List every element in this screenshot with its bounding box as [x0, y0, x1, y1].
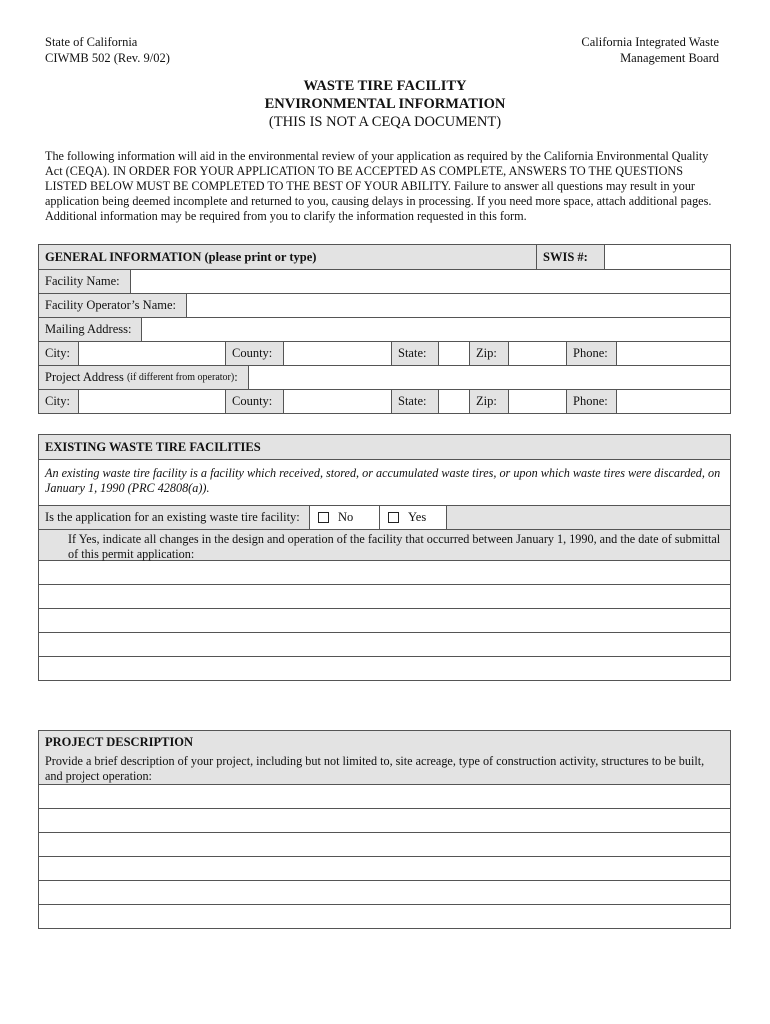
project-phone-label: Phone: — [567, 390, 617, 413]
phone-label: Phone: — [567, 342, 617, 365]
project-header-row — [39, 731, 730, 785]
mailing-address-row — [39, 318, 730, 342]
facility-name-label: Facility Name: — [39, 270, 131, 293]
phone-input[interactable] — [617, 342, 730, 365]
project-zip-label: Zip: — [470, 390, 509, 413]
existing-answer-line-5[interactable] — [39, 657, 730, 680]
existing-question-row — [39, 506, 730, 530]
existing-header-row — [39, 435, 730, 460]
project-description-section — [38, 730, 731, 929]
no-label: No — [338, 510, 354, 524]
facility-name-input[interactable] — [131, 270, 730, 293]
existing-question-label: Is the application for an existing waste tire facility: — [39, 506, 310, 529]
general-heading: GENERAL INFORMATION (please print or type) — [39, 245, 537, 269]
state-input[interactable] — [439, 342, 470, 365]
if-yes-row — [39, 530, 730, 561]
form-title — [0, 77, 770, 131]
agency-name-line1: California Integrated Waste — [581, 35, 719, 49]
project-address-input[interactable] — [249, 366, 730, 389]
no-checkbox[interactable] — [318, 512, 329, 523]
operator-name-label: Facility Operator’s Name: — [39, 294, 187, 317]
general-header-row — [39, 245, 730, 270]
county-input[interactable] — [284, 342, 392, 365]
project-address-row — [39, 366, 730, 390]
project-city-row — [39, 390, 730, 413]
project-answer-line-6[interactable] — [39, 905, 730, 928]
intro-paragraph: The following information will aid in the environmental review of your application as required by the California Environmental Quality Act (CEQA). IN ORDER FOR YOUR APPLICATION TO BE ACCEPTED AS COMPLETE, ANSWERS TO THE QUESTIONS LISTED BELOW MUST BE COMPLETED TO THE BEST OF YOUR ABILITY. Failure to answer all questions may result in your application being deemed incomplete and returned to you, causing delays in processing. If you need more space, attach additional pages. Additional information may be required from you to clarify the information requested in this form. — [45, 149, 712, 223]
project-zip-input[interactable] — [509, 390, 567, 413]
swis-input[interactable] — [605, 245, 730, 269]
yes-label: Yes — [408, 510, 427, 524]
project-address-colon: : — [234, 370, 238, 384]
title-line1: WASTE TIRE FACILITY — [303, 78, 467, 94]
project-phone-input[interactable] — [617, 390, 730, 413]
project-city-input[interactable] — [79, 390, 226, 413]
project-state-input[interactable] — [439, 390, 470, 413]
project-answer-line-2[interactable] — [39, 809, 730, 833]
project-address-label — [39, 366, 249, 389]
existing-answer-line-1[interactable] — [39, 561, 730, 585]
city-label: City: — [39, 342, 79, 365]
mailing-address-label: Mailing Address: — [39, 318, 142, 341]
project-answer-line-4[interactable] — [39, 857, 730, 881]
agency-state: State of California — [45, 35, 138, 49]
swis-label: SWIS #: — [537, 245, 605, 269]
city-row — [39, 342, 730, 366]
general-information-section — [38, 244, 731, 414]
city-input[interactable] — [79, 342, 226, 365]
mailing-address-input[interactable] — [142, 318, 730, 341]
no-option[interactable] — [310, 506, 380, 529]
project-answer-line-1[interactable] — [39, 785, 730, 809]
yes-checkbox[interactable] — [388, 512, 399, 523]
project-county-input[interactable] — [284, 390, 392, 413]
title-line2: ENVIRONMENTAL INFORMATION — [264, 96, 506, 112]
operator-name-row — [39, 294, 730, 318]
project-city-label: City: — [39, 390, 79, 413]
form-header-left — [45, 34, 170, 66]
project-instructions: Provide a brief description of your project, including but not limited to, site acreage, type of construction activity, structures to be built, and project operation: — [45, 754, 705, 783]
existing-heading: EXISTING WASTE TIRE FACILITIES — [45, 439, 261, 454]
existing-definition-row — [39, 460, 730, 506]
existing-answer-line-2[interactable] — [39, 585, 730, 609]
project-county-label: County: — [226, 390, 284, 413]
project-answer-line-3[interactable] — [39, 833, 730, 857]
zip-input[interactable] — [509, 342, 567, 365]
agency-name-line2: Management Board — [620, 51, 719, 65]
project-address-label-text: Project Address — [45, 370, 124, 384]
facility-name-row — [39, 270, 730, 294]
question-row-filler — [447, 506, 730, 529]
form-number: CIWMB 502 (Rev. 9/02) — [45, 51, 170, 65]
form-header-right — [581, 34, 719, 66]
if-yes-instructions: If Yes, indicate all changes in the design and operation of the facility that occurred between January 1, 1990, and the date of submittal of this permit application: — [68, 532, 721, 561]
existing-definition: An existing waste tire facility is a facility which received, stored, or accumulated waste tires, or upon which waste tires were discarded, on January 1, 1990 (PRC 42808(a)). — [45, 466, 721, 495]
county-label: County: — [226, 342, 284, 365]
project-address-note: (if different from operator) — [126, 372, 235, 383]
zip-label: Zip: — [470, 342, 509, 365]
existing-answer-line-3[interactable] — [39, 609, 730, 633]
title-line3: (THIS IS NOT A CEQA DOCUMENT) — [268, 114, 502, 130]
existing-facilities-section — [38, 434, 731, 681]
yes-option[interactable] — [380, 506, 447, 529]
existing-answer-line-4[interactable] — [39, 633, 730, 657]
project-heading: PROJECT DESCRIPTION — [45, 735, 194, 749]
state-label: State: — [392, 342, 439, 365]
project-state-label: State: — [392, 390, 439, 413]
project-answer-line-5[interactable] — [39, 881, 730, 905]
operator-name-input[interactable] — [187, 294, 730, 317]
